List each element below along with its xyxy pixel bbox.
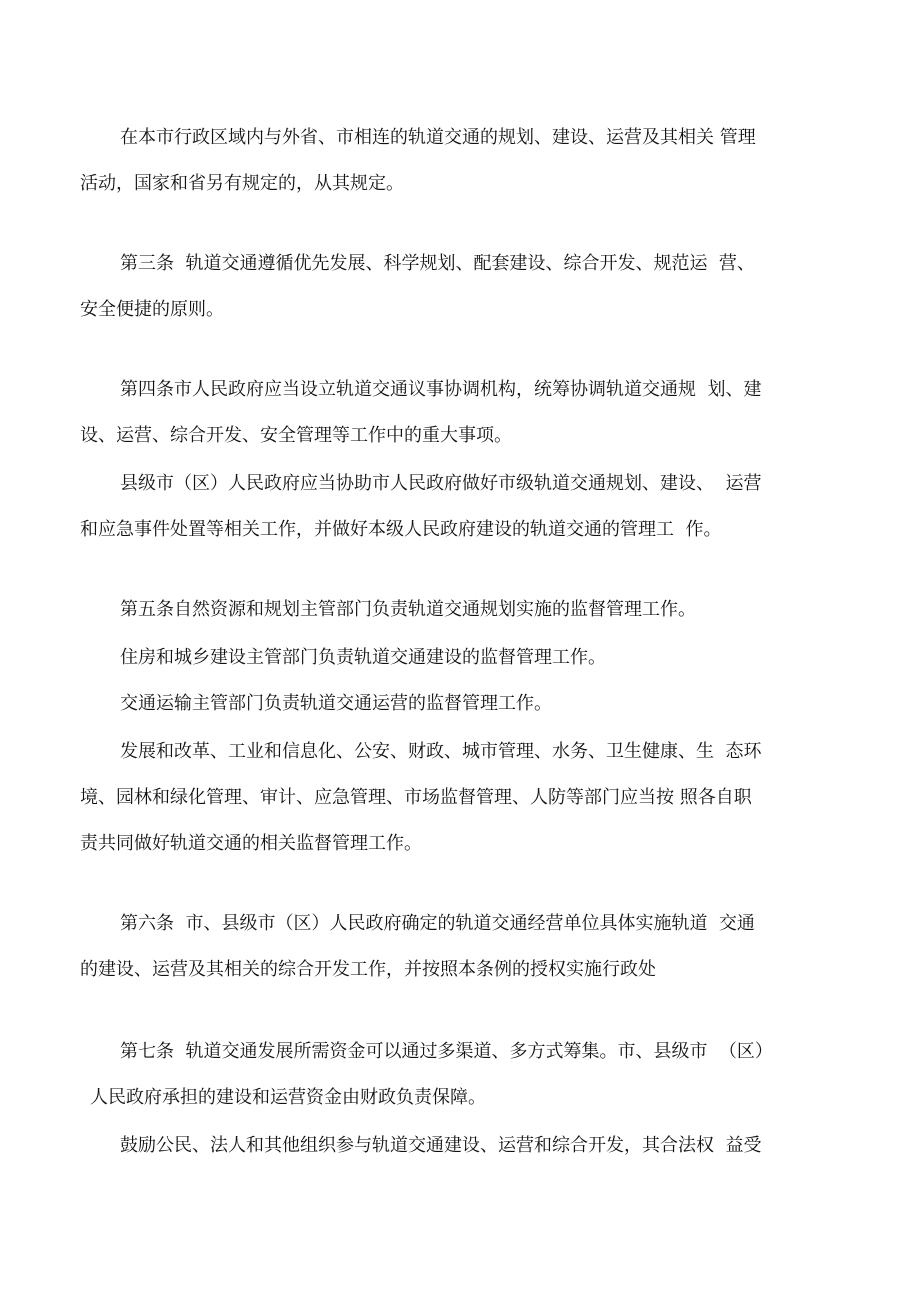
- text-line: 责共同做好轨道交通的相关监督管理工作。: [80, 833, 422, 854]
- text-line: 的建设、运营及其相关的综合开发工作，并按照本条例的授权实施行政处: [80, 959, 656, 980]
- text-line: 境、园林和绿化管理、审计、应急管理、市场监督管理、人防等部门应当按 照各自职: [80, 787, 752, 808]
- text-line: 设、运营、综合开发、安全管理等工作中的重大事项。: [80, 425, 512, 446]
- article-6-heading-line: 第六条 市、县级市（区）人民政府确定的轨道交通经营单位具体实施轨道 交通: [120, 913, 755, 934]
- text-line: 县级市（区）人民政府应当协助市人民政府做好市级轨道交通规划、建设、 运营: [120, 473, 762, 494]
- article-7-heading-line: 第七条 轨道交通发展所需资金可以通过多渠道、多方式筹集。市、县级市 （区）: [120, 1041, 773, 1062]
- article-5-heading-line: 第五条自然资源和规划主管部门负责轨道交通规划实施的监督管理工作。: [120, 599, 696, 620]
- text-line: 住房和城乡建设主管部门负责轨道交通建设的监督管理工作。: [120, 647, 606, 668]
- text-line: 人民政府承担的建设和运营资金由财政负责保障。: [90, 1087, 486, 1108]
- text-line: 鼓励公民、法人和其他组织参与轨道交通建设、运营和综合开发，其合法权 益受: [120, 1135, 762, 1156]
- text-line: 交通运输主管部门负责轨道交通运营的监督管理工作。: [120, 693, 552, 714]
- text-line: 发展和改革、工业和信息化、公安、财政、城市管理、水务、卫生健康、生 态环: [120, 741, 762, 762]
- text-line: 安全便捷的原则。: [80, 299, 224, 320]
- article-4-heading-line: 第四条市人民政府应当设立轨道交通议事协调机构，统筹协调轨道交通规 划、建: [120, 379, 762, 400]
- text-line: 活动，国家和省另有规定的，从其规定。: [80, 173, 404, 194]
- text-line: 在本市行政区域内与外省、市相连的轨道交通的规划、建设、运营及其相关 管理: [120, 127, 756, 148]
- text-line: 和应急事件处置等相关工作，并做好本级人民政府建设的轨道交通的管理工 作。: [80, 519, 722, 540]
- article-3-heading-line: 第三条 轨道交通遵循优先发展、科学规划、配套建设、综合开发、规范运 营、: [120, 253, 755, 274]
